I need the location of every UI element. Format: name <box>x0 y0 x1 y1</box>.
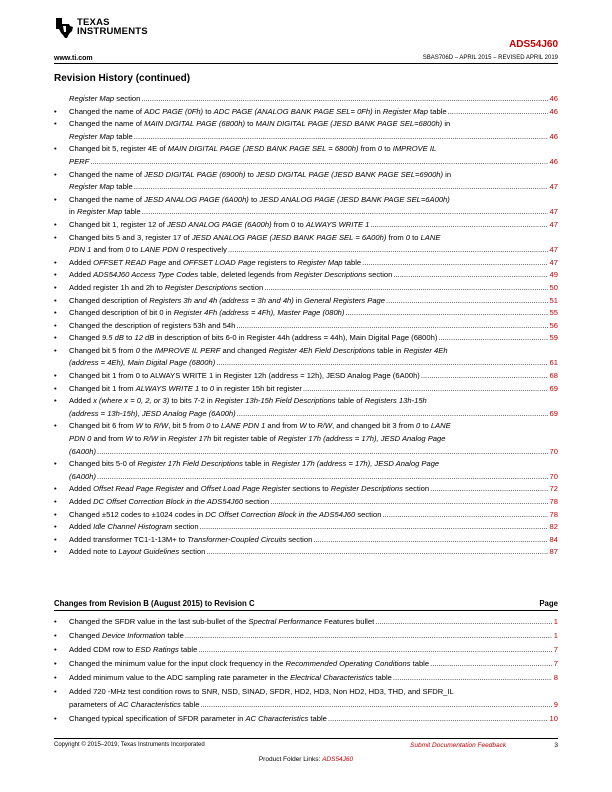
entry-text: Added CDM row to ESD Ratings table <box>69 644 198 654</box>
revision-entry <box>54 194 558 219</box>
page-link[interactable]: 70 <box>549 471 558 481</box>
entry-text: in Register Map table <box>69 207 141 217</box>
page-link[interactable]: 72 <box>549 484 558 494</box>
revision-section-b-to-c <box>54 599 558 726</box>
bullet-icon: • <box>54 547 57 557</box>
page-link[interactable]: 1 <box>553 630 558 640</box>
revision-entry <box>54 534 558 547</box>
bullet-icon: • <box>54 295 57 305</box>
revision-entry <box>54 257 558 270</box>
entry-text: Changed Device Information table <box>69 630 184 640</box>
dot-leader <box>313 534 547 547</box>
entry-text: Added ADS54J60 Access Type Codes table, deleted legends from Register Descriptions section <box>69 270 393 280</box>
entry-text: Changed typical specification of SFDR parameter in AC Characteristics table <box>69 713 327 723</box>
dot-leader <box>430 658 552 671</box>
feedback-link[interactable]: Submit Documentation Feedback <box>410 742 507 749</box>
page-link[interactable]: 68 <box>549 371 558 381</box>
entry-text: Changed the name of ADC PAGE (0Fh) to ADC PAGE (ANALOG BANK PAGE SEL= 0Fh) in Register Map table <box>69 106 447 116</box>
bullet-icon: • <box>54 282 57 292</box>
revision-entry <box>54 106 558 119</box>
entry-text: Added 720 -MHz test condition rows to SNR, NSD, SINAD, SFDR, HD2, HD3, Non HD2, HD3, THD, and SFDR_IL <box>69 686 454 696</box>
dot-leader <box>375 616 552 629</box>
bullet-icon: • <box>54 658 57 668</box>
dot-leader <box>448 106 548 119</box>
entry-text: Changed bit 1 from 0 to ALWAYS WRITE 1 in Register 12h (address = 12h), JESD Analog Page (6A00h) <box>69 371 420 381</box>
bullet-icon: • <box>54 308 57 318</box>
revision-entry <box>54 395 558 420</box>
revision-entry <box>54 644 558 657</box>
dot-leader <box>303 383 548 396</box>
page-link[interactable]: 55 <box>549 308 558 318</box>
bullet-icon: • <box>54 371 57 381</box>
entry-text: Added Offset Read Page Register and Offset Load Page Register sections to Register Descriptions section <box>69 484 430 494</box>
entry-text: Changed the name of JESD DIGITAL PAGE (6900h) to JESD DIGITAL PAGE (JESD BANK PAGE SEL=6900h) in <box>69 169 452 179</box>
bullet-icon: • <box>54 672 57 682</box>
dot-leader <box>206 546 547 559</box>
dot-leader <box>185 630 552 643</box>
entry-text: Changed the name of MAIN DIGITAL PAGE (6800h) to MAIN DIGITAL PAGE (JESD BANK PAGE SEL=6800h) in <box>69 119 451 129</box>
entry-text: Changed bits 5 and 3, register 17 of JESD ANALOG PAGE (JESD BANK PAGE SEL = 6A00h) from 0 to LANE <box>69 232 441 242</box>
bullet-icon: • <box>54 617 57 626</box>
page-link[interactable]: 51 <box>549 295 558 305</box>
header-divider <box>54 63 558 64</box>
page-link[interactable]: 10 <box>549 713 558 723</box>
dot-leader <box>421 370 548 383</box>
bullet-icon: • <box>54 169 57 179</box>
bullet-icon: • <box>54 144 57 154</box>
dot-leader <box>198 644 551 657</box>
dot-leader <box>142 206 548 219</box>
dot-leader <box>370 219 547 232</box>
bullet-icon: • <box>54 421 57 431</box>
bullet-icon: • <box>54 333 57 343</box>
entry-text: (6A00h) <box>69 471 97 481</box>
dot-leader <box>134 181 548 194</box>
revision-entry <box>54 496 558 509</box>
revision-entry <box>54 118 558 143</box>
revision-entry <box>54 509 558 522</box>
entry-text: Changed bits 5-0 of Register 17h Field Descriptions table in Register 17h (address = 17h), JESD Analog Page <box>69 459 440 469</box>
revision-entry <box>54 269 558 282</box>
entry-text: Added transformer TC1-1-13M+ to Transformer-Coupled Circuits section <box>69 534 313 544</box>
entry-text: (6A00h) <box>69 446 97 456</box>
dot-leader <box>382 509 547 522</box>
dot-leader <box>236 320 547 333</box>
revision-entry <box>54 630 558 643</box>
dot-leader <box>264 282 547 295</box>
dot-leader <box>200 521 548 534</box>
bullet-icon: • <box>54 509 57 519</box>
revision-entry <box>54 232 558 257</box>
revision-entry <box>54 143 558 168</box>
revision-entry <box>54 658 558 671</box>
page-link[interactable]: 69 <box>549 383 558 393</box>
product-folder-links <box>0 756 612 763</box>
entry-text: Changed ±512 codes to ±1024 codes in DC Offset Correction Block in the ADS54J60 section <box>69 509 382 519</box>
entry-text: Changed the minimum value for the input clock frequency in the Recommended Operating Conditions table <box>69 658 430 668</box>
bullet-icon: • <box>54 522 57 532</box>
dot-leader <box>386 295 548 308</box>
bullet-icon: • <box>54 106 57 116</box>
entry-text: Changed bit 5, register 4E of MAIN DIGITAL PAGE (JESD BANK PAGE SEL = 6800h) from 0 to IMPROVE IL <box>69 144 437 154</box>
dot-leader <box>216 357 547 370</box>
page-link[interactable]: 1 <box>553 617 558 626</box>
entry-text: Changed bit 1 from ALWAYS WRITE 1 to 0 in register 15h bit register <box>69 383 302 393</box>
bullet-icon: • <box>54 232 57 242</box>
revision-entry <box>54 219 558 232</box>
page-link[interactable]: 87 <box>549 547 558 557</box>
bullet-icon: • <box>54 644 57 654</box>
logo-wordmark <box>77 18 148 36</box>
bullet-icon: • <box>54 630 57 640</box>
bullet-icon: • <box>54 345 57 355</box>
page-link[interactable]: 9 <box>553 699 558 709</box>
page-number: 3 <box>554 742 558 749</box>
bullet-icon: • <box>54 686 57 696</box>
bullet-icon: • <box>54 459 57 469</box>
entry-text: Added OFFSET READ Page and OFFSET LOAD Page registers to Register Map table <box>69 257 362 267</box>
revision-entry <box>54 169 558 194</box>
revision-entry <box>54 672 558 685</box>
product-folder-label: Product Folder Links: <box>258 756 323 763</box>
page-link[interactable]: 84 <box>549 534 558 544</box>
entry-text: Added register 1h and 2h to Register Descriptions section <box>69 282 264 292</box>
revision-entry <box>54 458 558 483</box>
dot-leader <box>438 332 547 345</box>
page-link[interactable]: 56 <box>549 320 558 330</box>
product-folder-link[interactable]: ADS54J60 <box>322 756 354 763</box>
dot-leader <box>97 471 548 484</box>
entry-text: Added minimum value to the ADC sampling rate parameter in the Electrical Characteristics table <box>69 672 392 682</box>
revision-entry <box>54 345 558 370</box>
bullet-icon: • <box>54 383 57 393</box>
entry-text: parameters of AC Characteristics table <box>69 699 200 709</box>
revision-entry <box>54 93 558 106</box>
entry-text: Changed bit 1, register 12 of JESD ANALOG PAGE (6A00h) from 0 to ALWAYS WRITE 1 <box>69 219 370 229</box>
dot-leader <box>134 131 548 144</box>
document-number: SBAS706D – APRIL 2015 – REVISED APRIL 2019 <box>422 55 558 61</box>
dot-leader <box>362 257 547 270</box>
page-link[interactable]: 78 <box>549 497 558 506</box>
dot-leader <box>90 156 547 169</box>
revision-entry <box>54 332 558 345</box>
dot-leader <box>228 244 548 257</box>
page-link[interactable]: 49 <box>549 270 558 280</box>
entry-text: Added x (where x = 0, 2, or 3) to bits 7-2 in Register 13h-15h Field Descriptions table of Registers 13h-15h <box>69 396 427 406</box>
revision-entry <box>54 383 558 396</box>
entry-text: Added note to Layout Guidelines section <box>69 547 206 557</box>
entry-text: Changed 9.5 dB to 12 dB in description of bits 6-0 in Register 44h (address = 44h), Main Digital Page (6800h) <box>69 333 438 343</box>
dot-leader <box>141 93 547 106</box>
entry-text: Changed description of bit 0 in Register 4Fh (address = 4Fh), Master Page (080h) <box>69 308 345 318</box>
revision-entry <box>54 307 558 320</box>
bullet-icon: • <box>54 119 57 129</box>
entry-text: Added DC Offset Correction Block in the ADS54J60 section <box>69 497 270 506</box>
revision-entry <box>54 546 558 559</box>
page-link[interactable]: 47 <box>549 245 558 255</box>
dot-leader <box>393 672 552 685</box>
page-link[interactable]: 8 <box>553 672 558 682</box>
copyright: Copyright © 2015–2019, Texas Instruments Incorporated <box>54 742 205 748</box>
revision-section-title: Changes from Revision B (August 2015) to Revision C <box>54 599 255 608</box>
dot-leader <box>393 269 547 282</box>
page-link[interactable]: 47 <box>549 219 558 229</box>
revision-section-title-row <box>54 599 558 611</box>
revision-entry <box>54 616 558 629</box>
entry-text: PDN 1 and from 0 to LANE PDN 0 respectively <box>69 245 227 255</box>
bullet-icon: • <box>54 194 57 204</box>
revision-entry <box>54 282 558 295</box>
revision-list-continued <box>54 93 558 559</box>
bullet-icon: • <box>54 257 57 267</box>
page-link[interactable]: 47 <box>549 257 558 267</box>
page-link[interactable]: 47 <box>549 207 558 217</box>
page-link[interactable]: 82 <box>549 522 558 532</box>
entry-text: Changed bit 5 from 0 the IMPROVE IL PERF and changed Register 4Eh Field Descriptions table in Register 4Eh <box>69 345 448 355</box>
revision-entry <box>54 295 558 308</box>
revision-entry <box>54 370 558 383</box>
entry-text: Register Map section <box>69 94 141 103</box>
page-column-label: Page <box>539 599 558 608</box>
bullet-icon: • <box>54 534 57 544</box>
dot-leader <box>270 496 547 509</box>
entry-text: Register Map table <box>69 131 133 141</box>
dot-leader <box>97 446 548 459</box>
part-number[interactable]: ADS54J60 <box>509 39 558 50</box>
dot-leader <box>200 699 551 712</box>
dot-leader <box>430 483 547 496</box>
revision-entry <box>54 521 558 534</box>
dot-leader <box>328 713 548 726</box>
texas-state-icon <box>54 17 74 39</box>
ti-logo[interactable] <box>54 17 174 39</box>
revision-list-b-to-c <box>54 616 558 725</box>
revision-entry <box>54 686 558 711</box>
bullet-icon: • <box>54 713 57 723</box>
entry-text: Changed the name of JESD ANALOG PAGE (6A00h) to JESD ANALOG PAGE (JESD BANK PAGE SEL=6A00h) <box>69 194 450 204</box>
bullet-icon: • <box>54 497 57 506</box>
entry-text: Changed the SFDR value in the last sub-bullet of the Spectral Performance Features bullet <box>69 617 375 626</box>
revision-entry <box>54 483 558 496</box>
page-link[interactable]: 59 <box>549 333 558 343</box>
bullet-icon: • <box>54 219 57 229</box>
bullet-icon: • <box>54 484 57 494</box>
entry-text: (address = 13h-15h), JESD Analog Page (6A00h) <box>69 408 236 418</box>
entry-text: (address = 4Eh), Main Digital Page (6800h) <box>69 358 216 368</box>
revision-entry <box>54 420 558 458</box>
page-link[interactable]: 46 <box>549 156 558 166</box>
page-link[interactable]: 47 <box>549 182 558 192</box>
page-link[interactable]: 7 <box>553 644 558 654</box>
page-link[interactable]: 70 <box>549 446 558 456</box>
revision-entry <box>54 320 558 333</box>
page-link[interactable]: 7 <box>553 658 558 668</box>
page-link[interactable]: 46 <box>549 106 558 116</box>
entry-text: PERF <box>69 156 90 166</box>
entry-text: PDN 0 and from W to R/W in Register 17h bit register table of Register 17h (address = 17h), JESD Analog Page <box>69 434 446 444</box>
entry-text: Register Map table <box>69 182 133 192</box>
entry-text: Added Idle Channel Histogram section <box>69 522 199 532</box>
logo-line-1: TEXAS <box>77 17 110 28</box>
page-link[interactable]: 69 <box>549 408 558 418</box>
page-link[interactable]: 78 <box>549 509 558 519</box>
entry-text: Changed bit 6 from W to R/W, bit 5 from 0 to LANE PDN 1 and from W to R/W, and changed bit 3 from 0 to LANE <box>69 421 451 431</box>
entry-text: Changed description of Registers 3h and 4h (address = 3h and 4h) in General Registers Page <box>69 295 385 305</box>
dot-leader <box>237 408 548 421</box>
dot-leader <box>345 307 547 320</box>
section-heading: Revision History (continued) <box>54 73 191 84</box>
revision-entry <box>54 713 558 726</box>
page-link[interactable]: 46 <box>549 94 558 103</box>
bullet-icon: • <box>54 270 57 280</box>
website-link[interactable]: www.ti.com <box>54 55 93 62</box>
bullet-icon: • <box>54 320 57 330</box>
logo-line-2: INSTRUMENTS <box>77 26 148 37</box>
footer-divider <box>54 738 558 739</box>
page-link[interactable]: 61 <box>549 358 558 368</box>
bullet-icon: • <box>54 396 57 406</box>
entry-text: Changed the description of registers 53h and 54h <box>69 320 236 330</box>
page-link[interactable]: 46 <box>549 131 558 141</box>
page-link[interactable]: 50 <box>549 282 558 292</box>
